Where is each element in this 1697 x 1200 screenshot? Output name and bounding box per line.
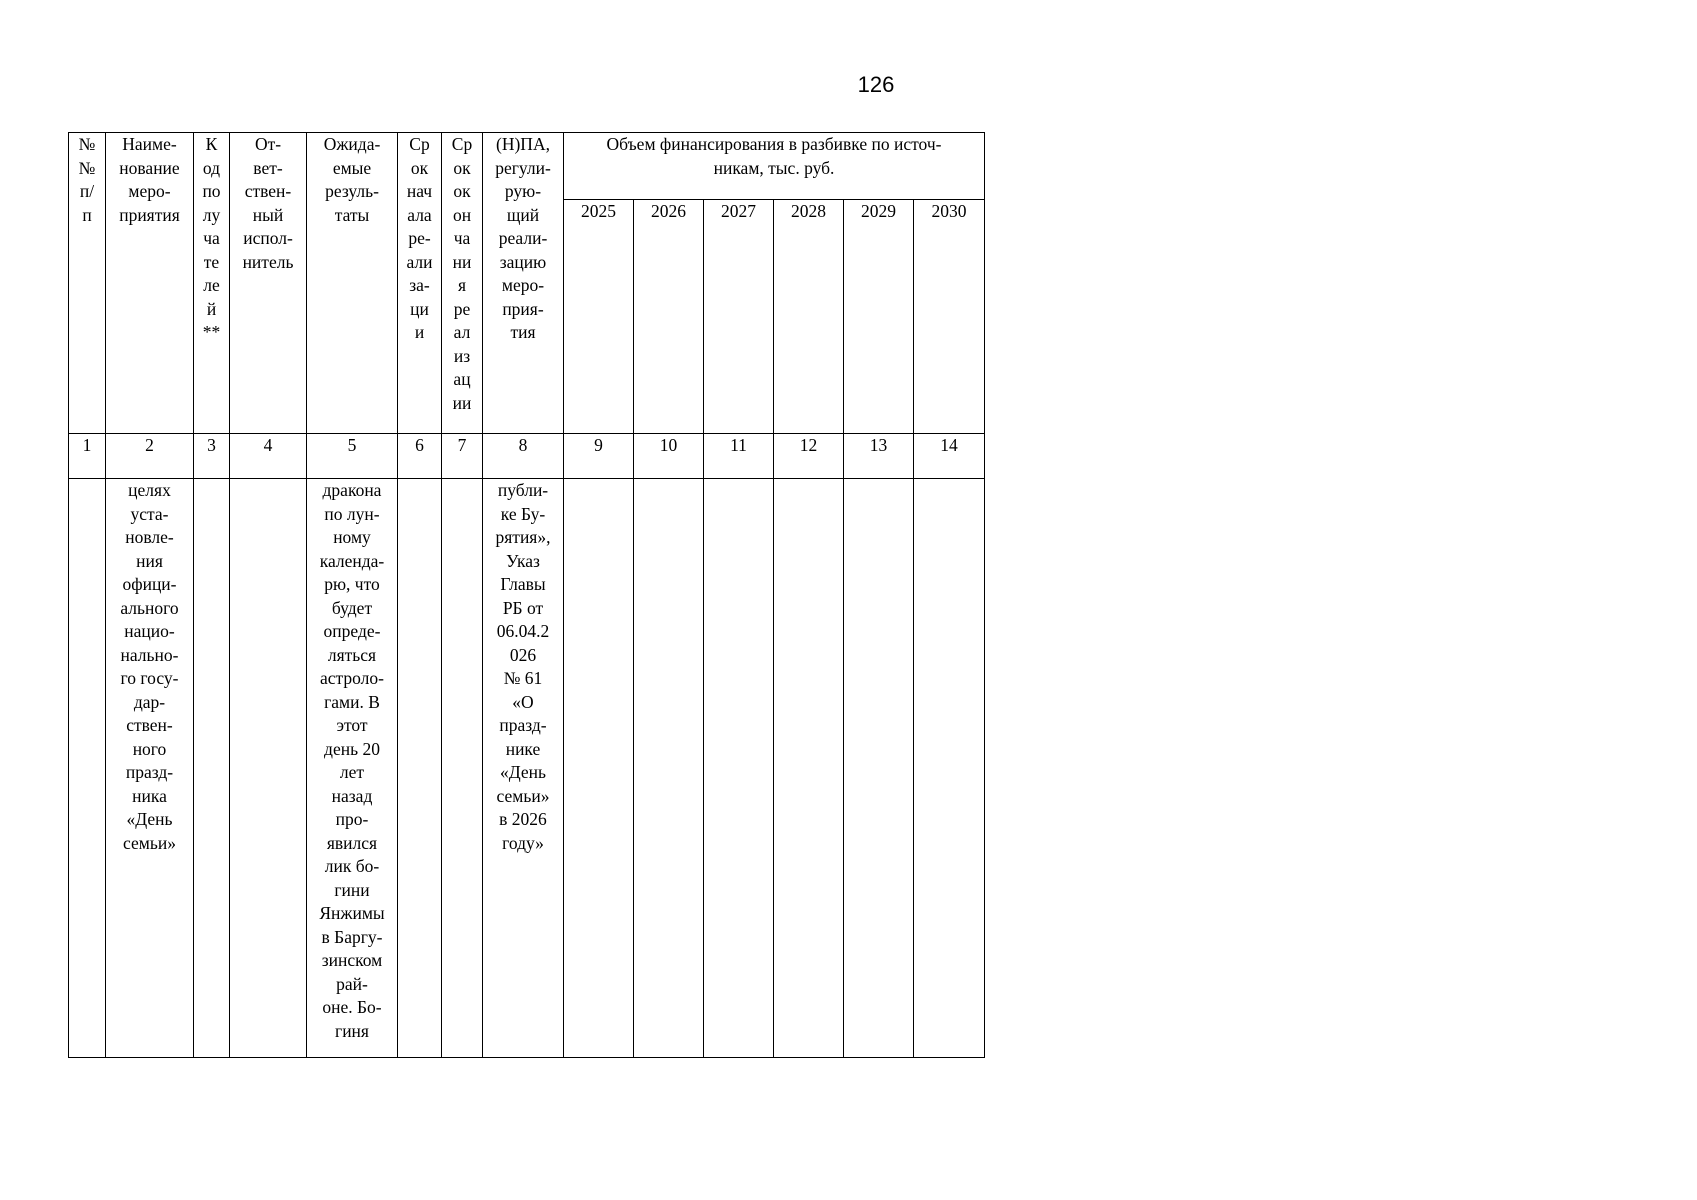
cell-number — [69, 479, 106, 1058]
column-number: 13 — [844, 434, 914, 479]
cell-funding-2029 — [844, 479, 914, 1058]
header-number: № № п/ п — [69, 133, 106, 434]
column-number: 2 — [106, 434, 194, 479]
column-number: 5 — [307, 434, 398, 479]
cell-funding-2028 — [774, 479, 844, 1058]
cell-funding-2027 — [704, 479, 774, 1058]
header-year: 2030 — [914, 200, 985, 434]
column-number: 6 — [398, 434, 442, 479]
header-year: 2029 — [844, 200, 914, 434]
header-expected-results: Ожида- емые резуль- таты — [307, 133, 398, 434]
header-year: 2025 — [564, 200, 634, 434]
cell-activity-name: целях уста- новле- ния офици- ального нацио- нально- го госу- дар- ствен- ного празд- ника «День семьи» — [106, 479, 194, 1058]
column-number: 14 — [914, 434, 985, 479]
header-end-date: Ср ок ок он ча ни я ре ал из ац ии — [442, 133, 483, 434]
cell-expected-results: дракона по лун- ному календа- рю, что будет опреде- ляться астроло- гами. В этот день 20 лет назад про- явился лик бо- гини Янжимы в Баргу- зинском рай- оне. Бо- гиня — [307, 479, 398, 1058]
activity-plan-table — [68, 132, 985, 1058]
header-regulation: (Н)ПА, регули- рую- щий реали- зацию меро- прия- тия — [483, 133, 564, 434]
cell-regulation: публи- ке Бу- рятия», Указ Главы РБ от 06.04.2 026 № 61 «О празд- нике «День семьи» в 2026 году» — [483, 479, 564, 1058]
table-row — [69, 479, 985, 1058]
column-number: 12 — [774, 434, 844, 479]
cell-end-date — [442, 479, 483, 1058]
page-number: 126 — [857, 72, 895, 97]
header-activity-name: Наиме- нование меро- приятия — [106, 133, 194, 434]
header-year: 2026 — [634, 200, 704, 434]
header-year: 2028 — [774, 200, 844, 434]
cell-funding-2030 — [914, 479, 985, 1058]
column-number: 8 — [483, 434, 564, 479]
column-number: 1 — [69, 434, 106, 479]
column-number: 3 — [194, 434, 230, 479]
cell-funding-2025 — [564, 479, 634, 1058]
header-funding: Объем финансирования в разбивке по источ- никам, тыс. руб. — [564, 133, 985, 200]
column-number: 11 — [704, 434, 774, 479]
header-recipient-code: К од по лу ча те ле й ** — [194, 133, 230, 434]
header-year: 2027 — [704, 200, 774, 434]
header-responsible-executor: От- вет- ствен- ный испол- нитель — [230, 133, 307, 434]
header-row — [69, 133, 985, 200]
cell-start-date — [398, 479, 442, 1058]
cell-recipient-code — [194, 479, 230, 1058]
column-number: 9 — [564, 434, 634, 479]
column-number: 4 — [230, 434, 307, 479]
cell-funding-2026 — [634, 479, 704, 1058]
column-numbers-row — [69, 434, 985, 479]
header-start-date: Ср ок нач ала ре- али за- ци и — [398, 133, 442, 434]
cell-responsible-executor — [230, 479, 307, 1058]
column-number: 10 — [634, 434, 704, 479]
column-number: 7 — [442, 434, 483, 479]
